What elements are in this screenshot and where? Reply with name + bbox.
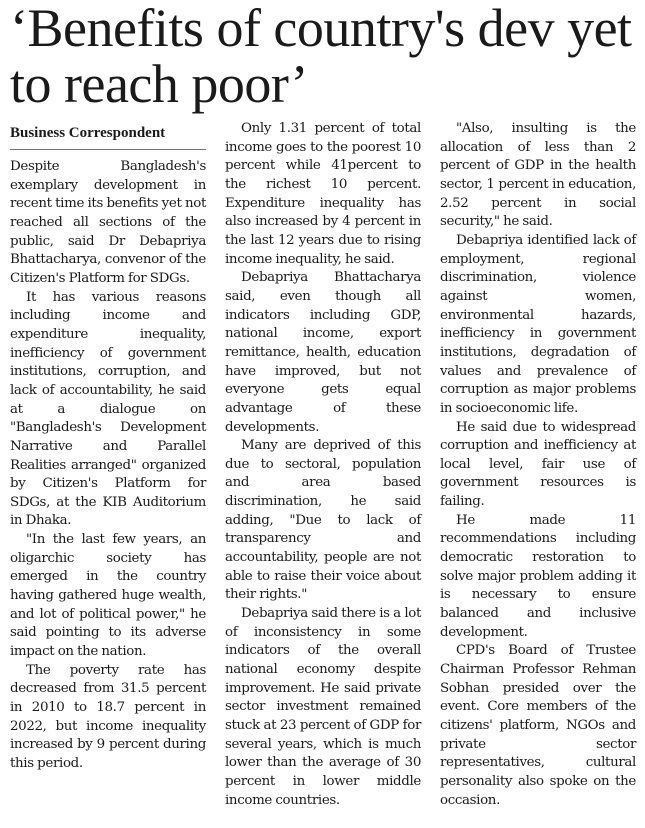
paragraph: "In the last few years, an oligarchic society has emerged in the country having gathered huge wealth, and lot of political power," he said pointing to its adverse impact on the nation. xyxy=(10,532,206,660)
paragraph: "Also, insulting is the allocation of less than 2 percent of GDP in the health sector, 1 percent in education, 2.52 percent in social security," he said. xyxy=(440,121,636,230)
paragraph: It has various reasons including income and expenditure inequality, inefficiency of government institutions, corruption, and lack of accountability, he said at a dialogue on "Bangladesh's Development Narrative and Parallel Realities arranged" organized by Citizen's Platform for SDGs, at the KIB Auditorium in Dhaka. xyxy=(10,289,206,529)
paragraph: The poverty rate has decreased from 31.5 percent in 2010 to 18.7 percent in 2022, but income inequality increased by 9 percent during this period. xyxy=(10,662,206,771)
paragraph: He said due to widespread corruption and inefficiency at local level, fair use of government resources is failing. xyxy=(440,419,636,510)
article-column-1 xyxy=(10,158,206,774)
paragraph: Only 1.31 percent of total income goes to the poorest 10 percent while 41percent to the richest 10 percent. Expenditure inequality has also increased by 4 percent in the last 12 years due to rising income inequality, he said. xyxy=(225,121,421,267)
byline: Business Correspondent xyxy=(10,125,166,141)
article-column-2 xyxy=(225,120,421,810)
paragraph: CPD's Board of Trustee Chairman Professor Rehman Sobhan presided over the event. Core members of the citizens' platform, NGOs and private sector representatives, cultural personality also spoke on the occasion. xyxy=(440,643,636,808)
paragraph: Despite Bangladesh's exemplary development in recent time its benefits yet not reached all sections of the public, said Dr Debapriya Bhattacharya, convenor of the Citizen's Platform for SDGs. xyxy=(10,159,206,286)
paragraph: Debapriya Bhattacharya said, even though all indicators including GDP, national income, export remittance, health, education have improved, but not everyone gets equal advantage of these developments. xyxy=(225,270,421,435)
paragraph: Debapriya said there is a lot of inconsistency in some indicators of the overall national economy despite improvement. He said private sector investment remained stuck at 23 percent of GDP for several years, which is much lower than the average of 30 percent in lower middle income countries. xyxy=(225,606,421,808)
article-column-3 xyxy=(440,120,636,810)
headline: ‘Benefits of country's dev yet to reach poor’ xyxy=(10,0,632,114)
paragraph: Many are deprived of this due to sectoral, population and area based discrimination, he said adding, "Due to lack of transparency and accountability, people are not able to raise their voice about their rights." xyxy=(225,438,421,603)
paragraph: Debapriya identified lack of employment, regional discrimination, violence against women, environmental hazards, inefficiency in government institutions, degradation of values and prevalence of corruption as major problems in socioeconomic life. xyxy=(440,232,636,416)
byline-divider xyxy=(10,149,206,150)
paragraph: He made 11 recommendations including democratic restoration to solve major problem adding it is necessary to ensure balanced and inclusive development. xyxy=(440,512,636,640)
